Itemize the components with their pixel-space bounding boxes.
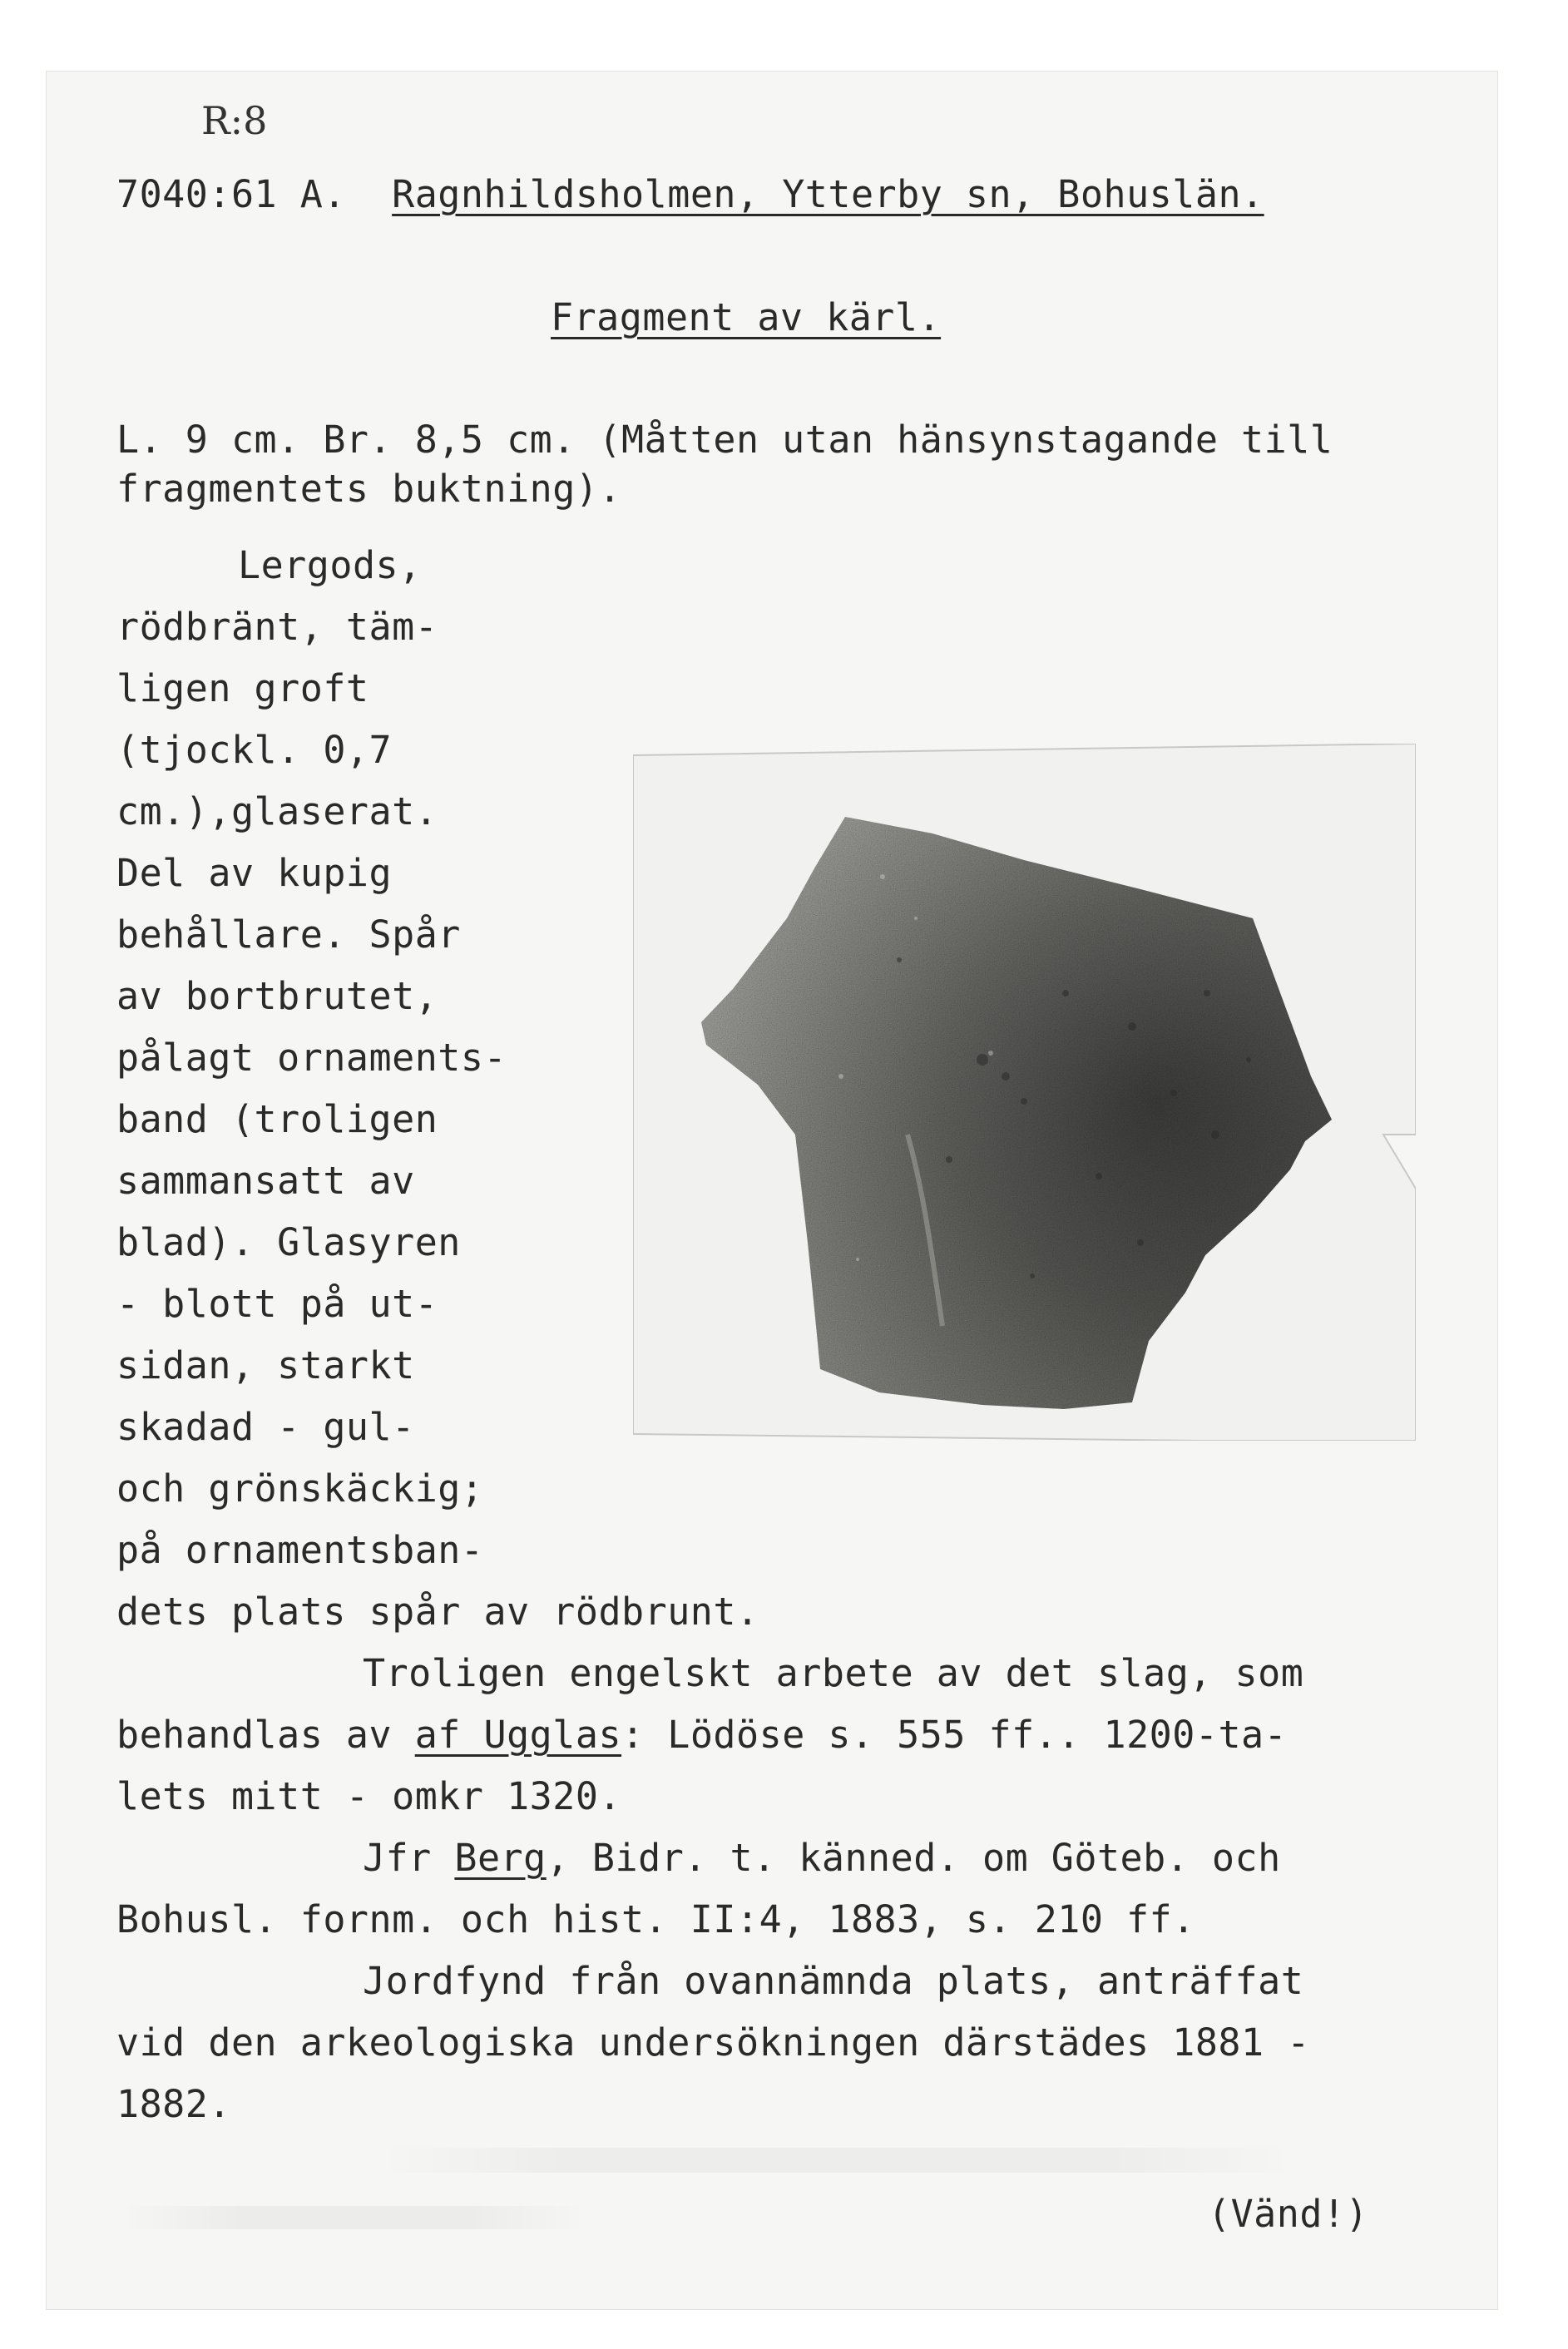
text-line: (tjockl. 0,7 — [116, 728, 393, 772]
text-line: Bohusl. fornm. och hist. II:4, 1883, s. 210 ff. — [116, 1897, 1195, 1941]
text-line: - blott på ut- — [116, 1282, 438, 1326]
bleed-through-mark — [379, 2148, 1294, 2173]
fragment-photo-svg — [633, 744, 1416, 1441]
text-line: på ornamentsban- — [116, 1528, 484, 1572]
text-line: dets plats spår av rödbrunt. — [116, 1590, 759, 1634]
text-line: och grönskäckig; — [116, 1466, 484, 1511]
reference-author: Berg — [454, 1836, 547, 1880]
text-line: blad). Glasyren — [116, 1220, 461, 1264]
handwritten-mark: R:8 — [201, 98, 268, 143]
text-line: behållare. Spår — [116, 912, 461, 957]
text-run: : Lödöse s. 555 ff.. 1200-ta- — [621, 1713, 1288, 1757]
text-line: lets mitt - omkr 1320. — [116, 1774, 622, 1818]
text-line: Jordfynd från ovannämnda plats, anträffat — [363, 1959, 1304, 2003]
text-line: 1882. — [116, 2082, 231, 2126]
text-run: Jfr — [363, 1836, 455, 1880]
catalog-number: 7040:61 A. — [116, 172, 346, 216]
reference-author: af Ugglas — [414, 1713, 622, 1757]
bleed-through-mark — [121, 2206, 587, 2229]
text-line: Troligen engelskt arbete av det slag, som — [363, 1651, 1304, 1695]
text-line: pålagt ornaments- — [116, 1036, 507, 1080]
card-title: Fragment av kärl. — [551, 295, 942, 339]
text-line: rödbränt, täm- — [116, 605, 438, 649]
find-place: Ragnhildsholmen, Ytterby sn, Bohuslän. — [392, 172, 1264, 216]
text-line — [363, 1835, 1281, 1882]
text-line: vid den arkeologiska undersökningen därstädes 1881 - — [116, 2020, 1310, 2065]
text-line — [116, 1712, 1287, 1758]
text-line: sidan, starkt — [116, 1343, 415, 1387]
text-line: fragmentets buktning). — [116, 467, 622, 511]
text-run: behandlas av — [116, 1713, 415, 1757]
text-line: av bortbrutet, — [116, 974, 438, 1018]
text-line: ligen groft — [116, 666, 369, 710]
text-line: L. 9 cm. Br. 8,5 cm. (Måtten utan hänsynstagande till — [116, 418, 1333, 462]
turn-over-note: (Vänd!) — [1208, 2192, 1369, 2236]
card-header — [116, 171, 1264, 218]
catalog-card — [47, 72, 1497, 2309]
text-line: Del av kupig — [116, 851, 393, 895]
text-run: , Bidr. t. känned. om Göteb. och — [546, 1836, 1281, 1880]
text-line: Lergods, — [238, 543, 422, 587]
text-line: cm.),glaserat. — [116, 789, 438, 833]
text-line: band (troligen — [116, 1097, 438, 1141]
text-line: skadad - gul- — [116, 1405, 415, 1449]
text-line: sammansatt av — [116, 1159, 415, 1203]
fragment-photograph — [633, 744, 1416, 1441]
